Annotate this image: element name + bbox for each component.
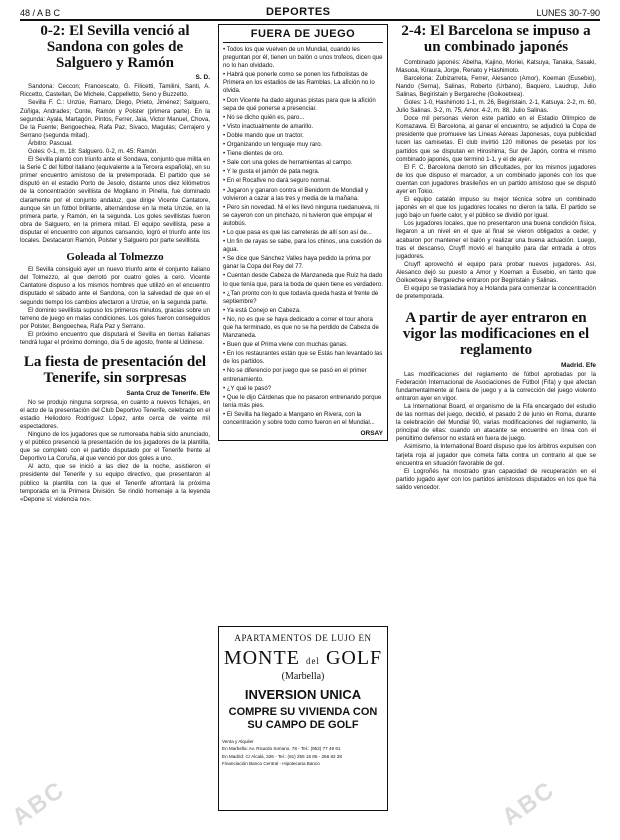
article-barcelona-body xyxy=(396,59,596,302)
byline-reglamento: Madrid. Efe xyxy=(560,361,596,369)
ad-contact-line: Financiación Banco Central - Hipotecaria Banco xyxy=(222,760,320,766)
ad-brand-del: del xyxy=(305,656,320,666)
paragraph: El equipo catalán impuso su mejor técnica sobre un combinado japonés en el que los jugadores locales no dieron la talla. El partido se jugó bajo un fuerte calor, y el público se dividió por igual. xyxy=(396,196,596,220)
list-item: • Jugaron y ganaron contra el Benidorm de Mondiall y volvieron a cazar a las tres y media de la mañana. xyxy=(223,187,383,203)
paragraph: Las modificaciones del reglamento de fútbol aprobadas por la Federación Internacional de Asociaciones de Fútbol (Fifa) y que afectan fundamentalmente al fuera de juego y a la corrección del juego violento entraron ayer en vigor. xyxy=(396,370,596,402)
paragraph: El dominio sevillista supuso los primeros minutos, gracias sobre un terreno de juego en malas condiciones. Los goles fueron conseguidos por Polster, Bengoechea, Rafa Paz y Serrano. xyxy=(20,306,210,330)
ad-slogan: INVERSION UNICA xyxy=(244,687,362,702)
ad-line-apartamentos: APARTAMENTOS DE LUJO EN xyxy=(234,633,372,643)
column-middle xyxy=(218,24,388,620)
paragraph: El Sevilla consiguió ayer un nuevo triunfo ante el conjunto italiano del Tolmezzo, al que derrotó por cuatro goles a cero. Vicente Cantatore dispuso a los mismos hombres que utilizó en el encuentro disputado el sábado ante el Sandona, con la salvedad de que en el segundo tiempo los cambios afectaron a Unzúe, en la segunda parte. xyxy=(20,266,210,306)
box-title: FUERA DE JUEGO xyxy=(223,28,383,43)
gossip-list xyxy=(223,46,383,427)
paragraph: Ninguno de los jugadores que se rumoreaba había sido anunciado, y el público presenció la presentación de los jugadores de la plantilla, que se completó con el partido disputado por el Tenerife frente al Deportivo La Coruña, al que venció por dos goles a uno. xyxy=(20,430,210,463)
list-item: • No se diferencio por juego que se pasó en el primer entrenamiento. xyxy=(223,367,383,383)
ad-tagline: COMPRE SU VIVIENDA CON SU CAMPO DE GOLF xyxy=(228,706,378,732)
list-item: • Que le dijo Cárdenas que no pasaron entrenando porque tenía más pies. xyxy=(223,394,383,410)
list-item: • En los restaurantes están que se Estás han levantado las de los partidos. xyxy=(223,350,383,366)
list-item: • Pero sin novedad. Ni el les llevó ninguna ruedanueva, ni se cayeron con un pinchazo, ni tuvieron que empujar el autobús. xyxy=(223,204,383,228)
paragraph: Goles: 0-1, m. 18: Salguero. 0-2, m. 45: Ramón. xyxy=(28,148,159,155)
paragraph: El Logroñés ha mostrado gran capacidad de recuperación en el partido jugado ayer con los partidos amistosos disputados en los que ha salido vencedor. xyxy=(396,467,596,491)
headline-barcelona: 2-4: El Barcelona se impuso a un combinado japonés xyxy=(401,24,591,55)
paragraph: El próximo encuentro que disputará el Sevilla en tierras italianas tendrá lugar el próximo domingo, día 5 de agosto, frente al Udinese. xyxy=(20,330,210,346)
paragraph: Barcelona: Zubizarreta, Ferrer, Alesanco (Amor), Koeman (Eusebio), Nando (Serna), Salinas, Roberto (Urbano), Baquero, Laudrup, Julio Salinas, Begiristain y Bergareche (Goikoetxea). xyxy=(396,74,596,98)
headline-reglamento: A partir de ayer entraron en vigor las modificaciones en el reglamento xyxy=(402,310,590,358)
headline-tenerife: La fiesta de presentación del Tenerife, sin sorpresas xyxy=(23,354,207,386)
paragraph: Sevilla F. C.: Unzúe, Ramaro, Diego, Prieto, Jiménez; Salguero, Zúñiga, Andrades; Conte, Ramón y Polster (primera parte). En la segunda: Ayala, Martagón, Pintos, Ferrer, Jaia, Victor Manuel, Chova, De la Fuente; Bengoechea, Rafa Paz, Sivaco, Magulas; Cerrajero y Serrano (segunda mitad). xyxy=(20,99,210,139)
list-item: • Don Vicente ha dado algunas pistas para que la afición sepa de qué ponerse a presenciar. xyxy=(223,97,383,113)
ad-brand-monte: MONTE xyxy=(223,647,300,669)
header-rule xyxy=(20,19,600,21)
section-title: DEPORTES xyxy=(265,6,331,18)
ad-contact-line: En Marbella: Av. Ricardo Soriano, 78 - Tel.: (952) 77 49 61 xyxy=(222,746,341,752)
ad-contact xyxy=(222,738,384,766)
list-item: • No se dicho quién es, paro... xyxy=(223,114,383,122)
ad-brand-golf: GOLF xyxy=(325,647,383,669)
column-right xyxy=(396,24,596,824)
issue-date: LUNES 30-7-90 xyxy=(536,8,600,18)
paragraph: Sandona: Ceccon; Francescato, G. Filicetti, Tamilini, Santi, A. Riccetto, Castellan, De Michele, Cappelletto, Seno y Buzzetto. xyxy=(20,83,210,99)
article-tenerife-body xyxy=(20,399,210,504)
ad-contact-line: En Madrid: C/ Alcalá, 326 - Tel.: (91) 255 15 85 - 256 82 28 xyxy=(222,753,342,759)
list-item: • Organizando un lenguaje muy raro. xyxy=(223,141,383,149)
paragraph: Cruyff aprovechó el equipo para probar nuevos jugadores. Así, Alesanco dejó su puesto a Amor y Koeman a Eusebio, en tanto que Goikoetxea y Bergareche entraron por Begiristain y Salinas. xyxy=(396,260,596,285)
page-header xyxy=(20,4,600,18)
advertisement-monte-del-golf xyxy=(218,626,388,811)
byline-sevilla: S. D. xyxy=(195,74,210,82)
ad-location: (Marbella) xyxy=(281,671,325,682)
list-item: • Lo que pasa es que las carreteras de allí son así de... xyxy=(223,229,383,237)
list-item: • Sale con una goles de herramientas al campo. xyxy=(223,159,383,167)
paragraph: Doce mil personas vieron este partido en el Estadio Olímpico de Komazawa. El Barcelona, al ganar el encuentro, se adjudicó la Copa de presidente que promueve las Líneas Aéreas Japonesas, cuya publicidad lucen las camisetas. El club invirtió 120 millones de pesetas por los partidos que se disputan en Hiroshima, Sur de Japón, contra el mismo combinado japonés, que terminó 1-1, y el de ayer. xyxy=(396,115,596,163)
list-item: • En el Rocafive no dará seguro normal. xyxy=(223,177,383,185)
paragraph: Goles: 1-0, Hashimoto 1-1, m. 26, Begiristain. 2-1, Katsuya. 2-2, m. 60, Julio Salinas. 3-2, m. 75, Amor. 4-2, m. 88, Julio Salinas. xyxy=(396,98,596,115)
list-item: • ¿Y qué le pasó? xyxy=(223,385,383,393)
list-item: • Doble mando que un tractor. xyxy=(223,132,383,140)
list-item: • No, no es que se haya dedicado a correr el tour ahora que ha terminado, es que no se ha perdido de Cabeza de Manzaneda. xyxy=(223,316,383,340)
article-sevilla-body xyxy=(20,83,210,245)
ad-brand-name xyxy=(222,647,384,670)
ad-contact-line: Venta y Alquiler xyxy=(222,739,254,745)
column-left xyxy=(20,24,210,824)
list-item: • Todos los que vuelven de un Mundial, cuando les preguntan por él, tienen un balón o unos trofeos, dicen que no lo han olvidado. xyxy=(223,46,383,70)
paragraph: El Sevilla plantó con triunfo ante el Sondava, conjunto que milita en la Serie C del fútbol italiano (equivalente a la Tercera española), en su primer encuentro amistoso de la pretemporada. El partido que se disputó en el estadio Porto de Jesolo, distante unos diez kilómetros de la concentración sevillista de Mogliano in Pinella, fue dominado claramente por el conjunto andaluz, que dirige Vicente Cantatore, aunque sin un fútbol brillante, alternándose en la meta Unzúe, en la primera parte, y Ramón, en la segunda. Los goles sevillistas fueron obra de Salguero, en la primera mitad. El equipo sevillista, pese a disputar el encuentro con algunos cansancio, logró el triunfo ante los locales. Destacaron Ramón, Polster y Salguero por parte sevillista. xyxy=(20,156,210,245)
watermark-abc: ABC xyxy=(497,775,561,832)
list-item: • El Sevilla ha llegado a Mangano en Rivera, con la concentración y sobre todo como fueron en el Mundial... xyxy=(223,411,383,427)
byline-tenerife: Santa Cruz de Tenerife. Efe xyxy=(126,389,210,397)
list-item: • Habrá que ponerle como se ponen los futbolistas de Primera en los estadios de las Ramblas. La afición no lo olvida. xyxy=(223,71,383,95)
article-goleada-body xyxy=(20,266,210,347)
paragraph: Asimismo, la International Board dispuso que los árbitros expulsen con tarjeta roja al jugador que cometa falta contra un contrario al que se encuentra en situación favorable de gol. xyxy=(396,443,596,467)
headline-sevilla: 0-2: El Sevilla venció al Sandona con goles de Salguero y Ramón xyxy=(40,24,190,71)
paragraph: No se produjo ninguna sorpresa, en cuanto a nuevos fichajes, en el acto de la presentación del Club Deportivo Tenerife, celebrado en el estadio Heliodoro Rodríguez López, ante cerca de veinte mil espectadores. xyxy=(20,398,210,430)
paragraph: Árbitro: Pascual. xyxy=(28,139,73,147)
paragraph: El equipo se trasladará hoy a Holanda para comenzar la concentración de pretemporada. xyxy=(396,285,596,301)
paragraph: Combinado japonés: Abelha, Kajino, Moriei, Katsuya, Tanaka, Sasaki, Masuoa, Kiraura, Jorge, Renato y Hashimoto. xyxy=(396,58,596,74)
column-signature: ORSAY xyxy=(360,430,383,438)
list-item: • Tiene dientes de oro. xyxy=(223,150,383,158)
paragraph: La International Board, el organismo de la Fifa encargado del estudio de las normas del juego, decidió, el pasado 2 de junio en Roma, durante la celebración del Mundial 90, varias modificaciones del reglamento, la principal de ellas: cuando un atacante se encuentre en línea con el penúltimo defensor no estará en fuera de juego. xyxy=(396,402,596,443)
fuera-de-juego-box xyxy=(218,24,388,441)
list-item: • Y le gusta el jamón de pata negra. xyxy=(223,168,383,176)
paragraph: Los jugadores locales, que no presentaron una buena condición física, llegaron a un nivel en el que al final se vieron obligados a ceder, y acabaron por mantener el balón y realizar una buena actuación. Luego, tras el descanso, Cruyff movió el banquillo para dar entrada a otros jugadores. xyxy=(396,220,596,260)
paragraph: Al acto, que se inició a las diez de la noche, asistieron el presidente del Tenerife y su equipo directivo, que presentaron al público la plantilla con la que el Tenerife afrontará la próxima temporada en la Primera División. Se rindió homenaje a la leyenda «Depone si: violencia no». xyxy=(20,463,210,503)
subheading-goleada: Goleada al Tolmezzo xyxy=(66,251,164,264)
watermark-abc: ABC xyxy=(7,775,71,832)
page-number: 48 / A B C xyxy=(20,8,61,18)
list-item: • Se dice que Sánchez Valles haya pedido la prima por ganar la Copa del Rey del 77. xyxy=(223,255,383,271)
article-reglamento-body xyxy=(396,371,596,492)
list-item: • Un fin de rayas se sabe, para los chinos, una cuestión de agua. xyxy=(223,238,383,254)
list-item: • Ya está Conejo en Cabeza. xyxy=(223,307,383,315)
list-item: • ¿Tan pronto con lo que todavía queda hasta el frente de septiembre? xyxy=(223,290,383,306)
paragraph: El F. C. Barcelona derrotó sin dificultades, por los mismos jugadores de los que dispuso el marcador, a un combinado japonés con los que cuentan con jugadores brasileños en un partido amistoso que se disputó ayer en Tokio. xyxy=(396,163,596,195)
list-item: • Buen que el Prima viene con muchas ganas. xyxy=(223,341,383,349)
list-item: • Cuentan desde Cabeza de Manzaneda que Ruiz ha dado lo que tenía que, para la boda de quien tiene es verdadero. xyxy=(223,272,383,288)
list-item: • Visto inactualmente de amarillo. xyxy=(223,123,383,131)
